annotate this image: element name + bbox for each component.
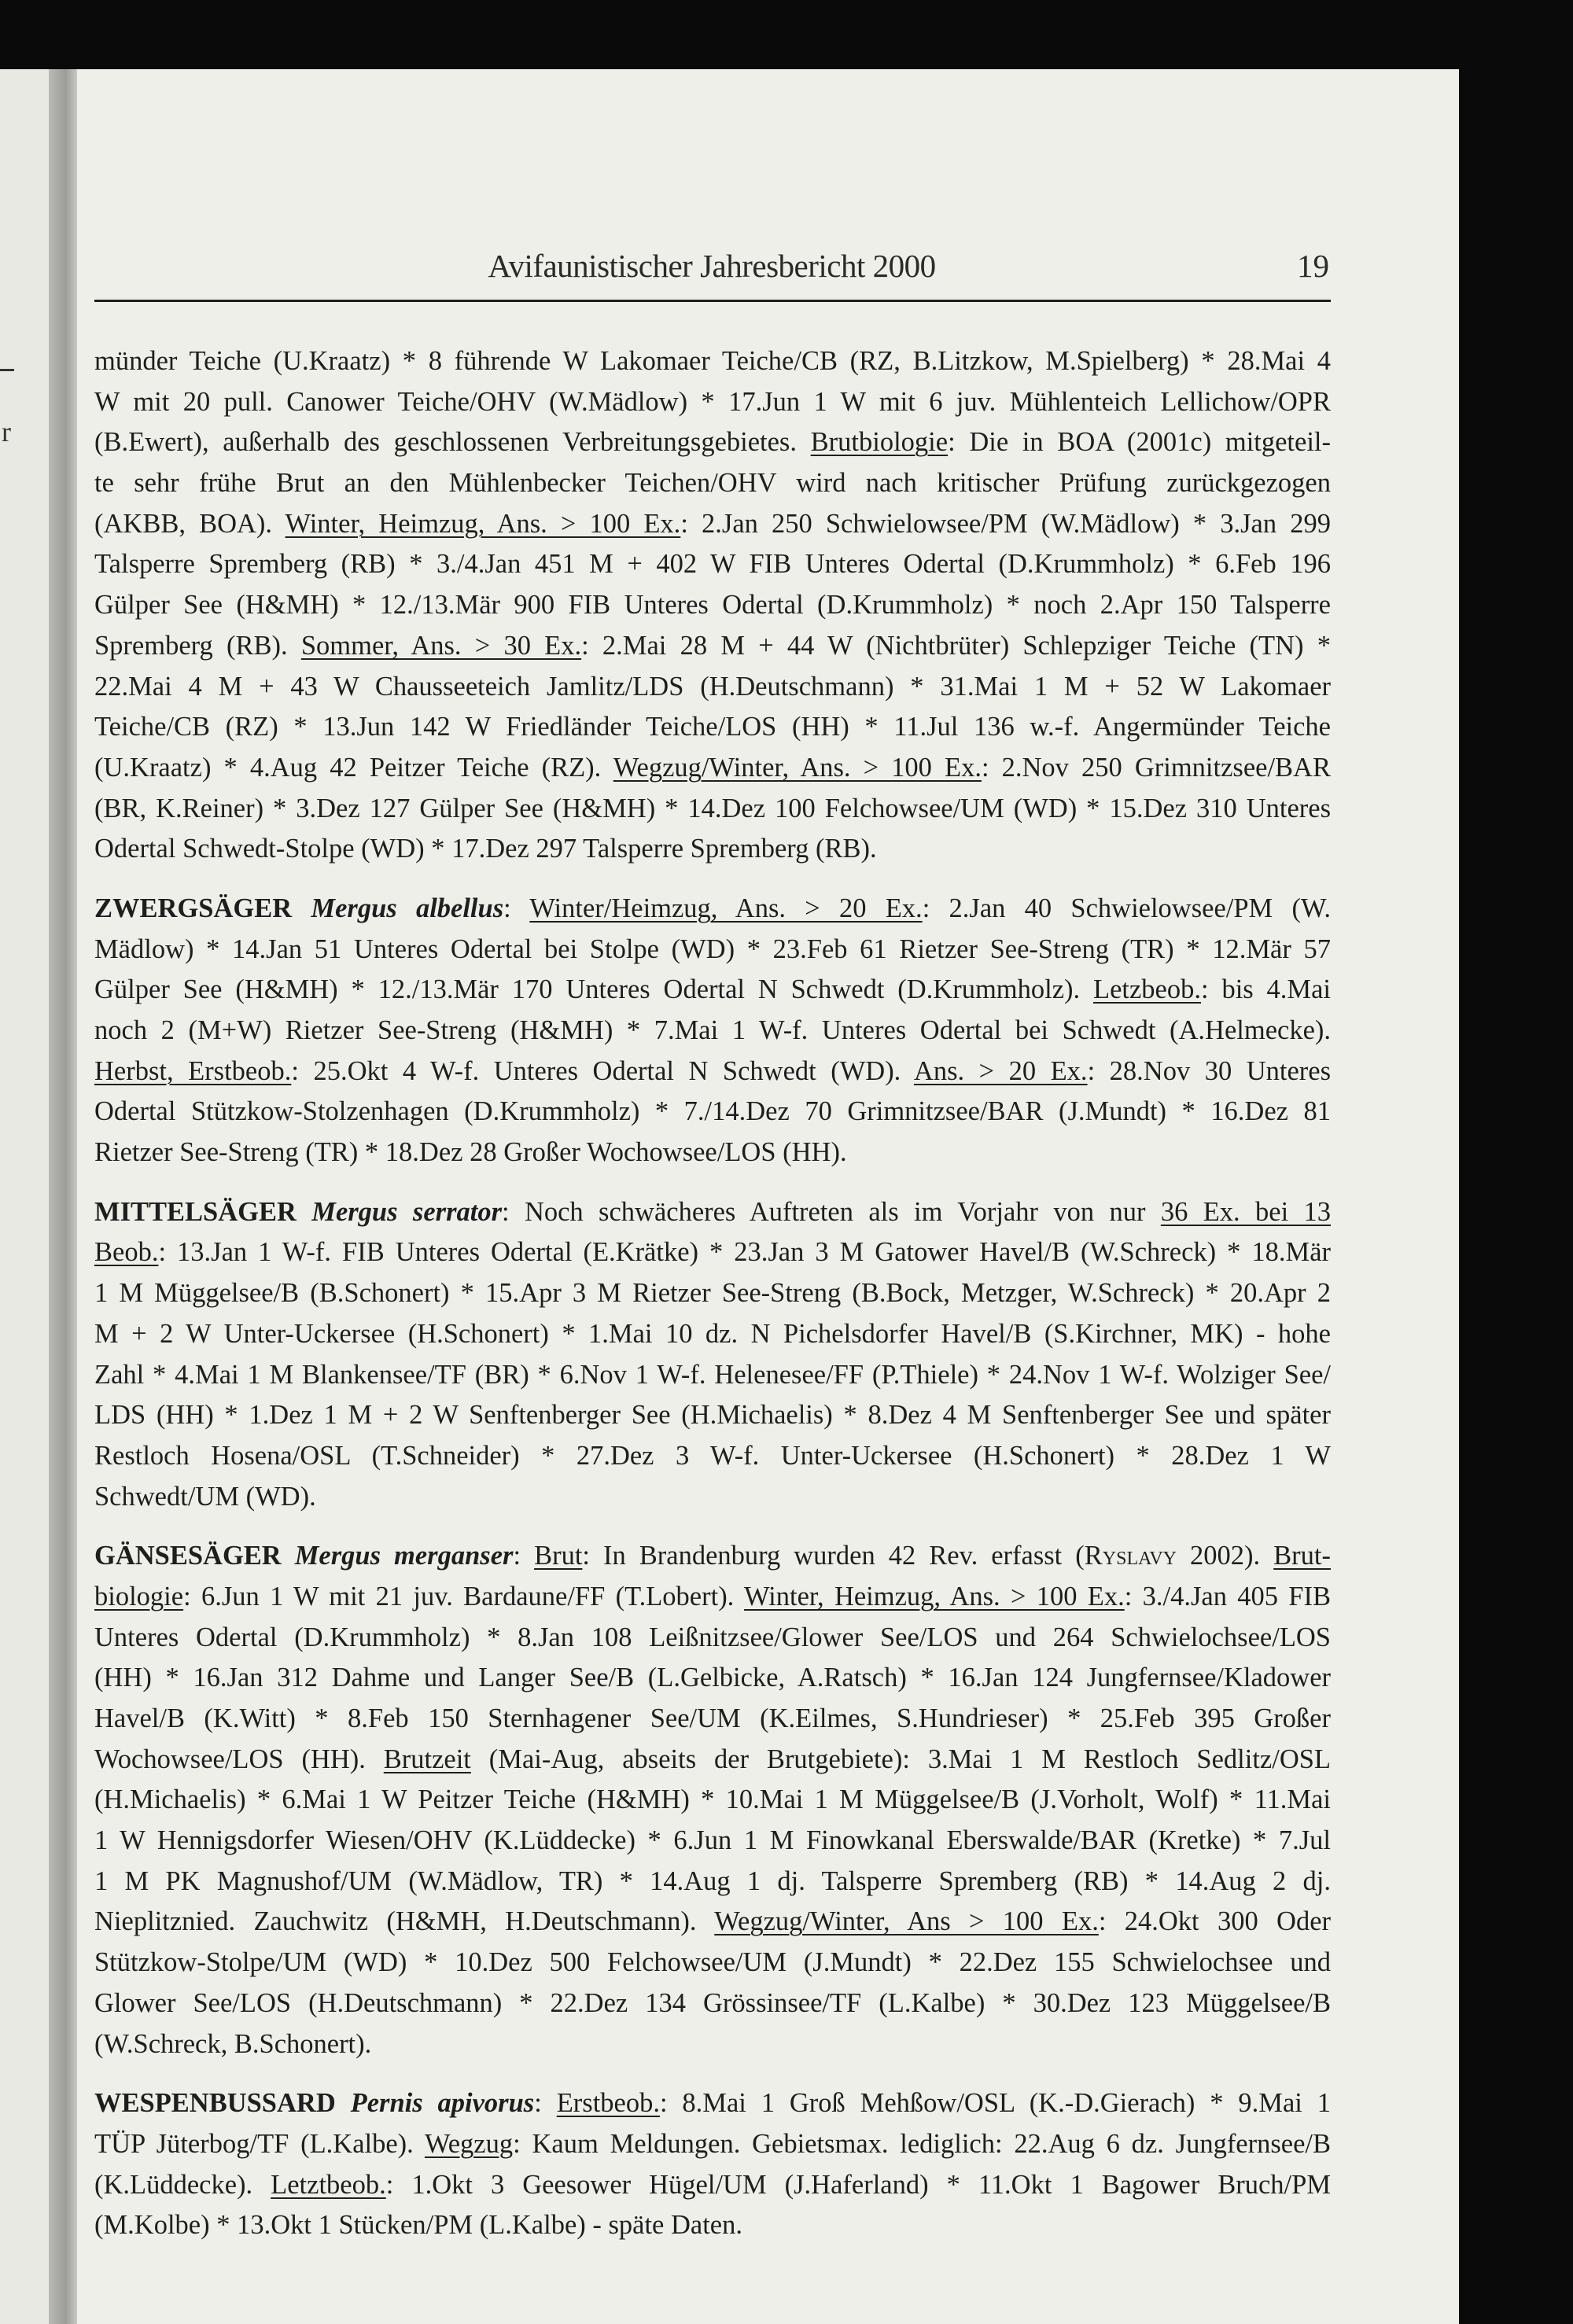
text-run: (U.Kraatz) * 4.Aug 42 Peitzer Teiche (RZ). [94, 752, 613, 783]
text-line [94, 1577, 1331, 1618]
text-run: M + 2 W Unter-Uckersee (H.Schonert) * 1.Mai 10 dz. N Pichelsdorfer Havel/B (S.Kirchner, MK) - hohe [94, 1318, 1331, 1349]
text-run: : [513, 1541, 535, 1571]
text-run: Stützkow-Stolpe/UM (WD) * 10.Dez 500 Felchowsee/UM (J.Mundt) * 22.Dez 155 Schwielochsee und [94, 1947, 1331, 1978]
text-line [94, 1314, 1331, 1355]
text-run: : Noch schwächeres Auftreten als im Vorjahr von nur [502, 1196, 1161, 1227]
text-run: noch 2 (M+W) Rietzer See-Streng (H&MH) * 7.Mai 1 W-f. Unteres Odertal bei Schwedt (A.Helmecke). [94, 1015, 1331, 1045]
underlined-heading: Winter, Heimzug, Ans. > 100 Ex. [744, 1581, 1125, 1611]
text-line [94, 1740, 1331, 1781]
text-line [94, 1618, 1331, 1659]
text-run: Teiche/CB (RZ) * 13.Jun 142 W Friedländer Teiche/LOS (HH) * 11.Jul 136 w.-f. Angermünder Teiche [94, 712, 1331, 742]
author-citation: Ryslavy [1084, 1541, 1177, 1571]
text-run: (H.Michaelis) * 6.Mai 1 W Peitzer Teiche (H&MH) * 10.Mai 1 M Müggelsee/B (J.Vorholt, Wolf) * 11.Mai [94, 1784, 1331, 1815]
underlined-heading: Winter, Heimzug, Ans. > 100 Ex. [285, 508, 681, 539]
text-run: Gülper See (H&MH) * 12./13.Mär 170 Unteres Odertal N Schwedt (D.Krummholz). [94, 974, 1094, 1005]
text-run: 2002). [1177, 1541, 1274, 1571]
text-line [94, 1780, 1331, 1821]
text-run: : 25.Okt 4 W-f. Unteres Odertal N Schwedt (WD). [291, 1055, 914, 1086]
text-line [94, 1536, 1331, 1577]
text-run: LDS (HH) * 1.Dez 1 M + 2 W Senftenberger See (H.Michaelis) * 8.Dez 4 M Senftenberger See und später [94, 1400, 1331, 1431]
underlined-heading: Brut [534, 1541, 583, 1571]
text-line [94, 667, 1331, 708]
text-line [94, 707, 1331, 748]
text-run: : 3./4.Jan 405 FIB [1124, 1581, 1331, 1611]
text-run: Gülper See (H&MH) * 12./13.Mär 900 FIB Unteres Odertal (D.Krummholz) * noch 2.Apr 150 Talsperre [94, 590, 1331, 621]
underlined-heading: biologie [94, 1581, 184, 1611]
text-line [94, 1983, 1331, 2024]
text-run: : bis 4.Mai [1201, 974, 1332, 1005]
book-page [77, 69, 1459, 2324]
scientific-name: Pernis apivorus [350, 2088, 535, 2119]
text-line [94, 1902, 1331, 1943]
text-line [94, 1821, 1331, 1862]
text-line [94, 1052, 1331, 1092]
previous-page-text-fragment: r [2, 416, 11, 447]
running-head-title: Avifaunistischer Jahresbericht 2000 [488, 248, 936, 284]
text-run: (W.Schreck, B.Schonert). [94, 2028, 372, 2059]
text-line [94, 1943, 1331, 1983]
text-run: te sehr frühe Brut an den Mühlenbecker Teichen/OHV wird nach kritischer Prüfung zurückgezogen [94, 468, 1331, 499]
text-line [94, 970, 1331, 1011]
text-run: Odertal Schwedt-Stolpe (WD) * 17.Dez 297 Talsperre Spremberg (RB). [94, 834, 877, 864]
text-run: 22.Mai 4 M + 43 W Chausseeteich Jamlitz/LDS (H.Deutschmann) * 31.Mai 1 M + 52 W Lakomaer [94, 671, 1331, 702]
text-line [94, 2165, 1331, 2206]
scientific-name: Mergus albellus [311, 893, 504, 923]
text-run: : Die in BOA (2001c) mitgeteil- [948, 427, 1331, 458]
text-run: (K.Lüddecke). [94, 2169, 271, 2200]
text-run: Rietzer See-Streng (TR) * 18.Dez 28 Großer Wochowsee/LOS (HH). [94, 1137, 847, 1168]
underlined-heading: Wegzug/Winter, Ans > 100 Ex. [714, 1906, 1099, 1937]
previous-page-rule [0, 369, 14, 371]
text-run: Talsperre Spremberg (RB) * 3./4.Jan 451 M + 402 W FIB Unteres Odertal (D.Krummholz) * 6.Feb 196 [94, 549, 1331, 580]
text-run [282, 1541, 295, 1571]
underlined-heading: Erstbeob. [556, 2088, 660, 2119]
text-line [94, 463, 1331, 504]
text-line [94, 1133, 1331, 1173]
text-line [94, 1355, 1331, 1396]
text-line [94, 2205, 1331, 2246]
text-line [94, 829, 1331, 870]
text-run: : 24.Okt 300 Oder [1098, 1906, 1331, 1937]
text-run: Glower See/LOS (H.Deutschmann) * 22.Dez 134 Grössinsee/TF (L.Kalbe) * 30.Dez 123 Müggelsee/B [94, 1987, 1331, 2018]
text-run: (BR, K.Reiner) * 3.Dez 127 Gülper See (H&MH) * 14.Dez 100 Felchowsee/UM (WD) * 15.Dez 310 Unteres [94, 793, 1331, 823]
text-line [94, 1395, 1331, 1436]
text-run: W mit 20 pull. Canower Teiche/OHV (W.Mädlow) * 17.Jun 1 W mit 6 juv. Mühlenteich Lellichow/OPR [94, 386, 1331, 417]
text-line [94, 341, 1331, 382]
underlined-heading: Letztbeob. [271, 2169, 386, 2200]
text-run [297, 1197, 311, 1227]
text-run: 1 M Müggelsee/B (B.Schonert) * 15.Apr 3 M Rietzer See-Streng (B.Bock, Metzger, W.Schreck) * 20.Apr 2 [94, 1278, 1331, 1309]
text-run: : [503, 893, 530, 923]
text-line [94, 422, 1331, 463]
text-line [94, 544, 1331, 585]
text-run: Odertal Stützkow-Stolzenhagen (D.Krummholz) * 7./14.Dez 70 Grimnitzsee/BAR (J.Mundt) * 16.Dez 81 [94, 1096, 1331, 1127]
text-line [94, 789, 1331, 830]
underlined-heading: 36 Ex. bei 13 [1160, 1196, 1332, 1227]
text-run: Havel/B (K.Witt) * 8.Feb 150 Sternhagener See/UM (K.Eilmes, S.Hundrieser) * 25.Feb 395 Großer [94, 1703, 1331, 1733]
underlined-heading: Herbst, Erstbeob. [94, 1055, 292, 1086]
underlined-heading: Brutbiologie [810, 427, 949, 458]
previous-page-edge [0, 69, 49, 2324]
text-run: Zahl * 4.Mai 1 M Blankensee/TF (BR) * 6.Nov 1 W-f. Helenesee/FF (P.Thiele) * 24.Nov 1 W-f. Wolziger See/ [94, 1359, 1331, 1390]
page-number: 19 [1297, 248, 1329, 284]
underlined-heading: Winter/Heimzug, Ans. > 20 Ex. [529, 893, 923, 923]
text-run: Restloch Hosena/OSL (T.Schneider) * 27.Dez 3 W-f. Unter-Uckersee (H.Schonert) * 28.Dez 1 W [94, 1440, 1331, 1471]
text-line [94, 889, 1331, 930]
text-run: 1 M PK Magnushof/UM (W.Mädlow, TR) * 14.Aug 1 dj. Talsperre Spremberg (RB) * 14.Aug 2 dj. [94, 1865, 1331, 1896]
text-run: (M.Kolbe) * 13.Okt 1 Stücken/PM (L.Kalbe) - späte Daten. [94, 2210, 742, 2241]
text-line [94, 1862, 1331, 1902]
text-line [94, 1699, 1331, 1740]
species-name: MITTELSÄGER [94, 1196, 297, 1227]
text-run: (HH) * 16.Jan 312 Dahme und Langer See/B (L.Gelbicke, A.Ratsch) * 16.Jan 124 Jungfernsee/Kladower [94, 1663, 1331, 1693]
text-line [94, 2083, 1331, 2124]
underlined-heading: Sommer, Ans. > 30 Ex. [300, 630, 582, 661]
underlined-heading: Ans. > 20 Ex. [913, 1055, 1088, 1086]
text-run: : 28.Nov 30 Unteres [1087, 1055, 1331, 1086]
text-line [94, 2024, 1331, 2065]
text-line [94, 1092, 1331, 1133]
text-run: : 2.Mai 28 M + 44 W (Nichtbrüter) Schlepziger Teiche (TN) * [581, 630, 1331, 661]
underlined-heading: Beob. [94, 1237, 159, 1268]
species-paragraph [94, 1536, 1331, 2064]
text-line [94, 2124, 1331, 2165]
species-paragraph [94, 1192, 1331, 1518]
underlined-heading: Brutzeit [383, 1744, 471, 1774]
text-line [94, 382, 1331, 423]
species-name: ZWERGSÄGER [94, 893, 293, 923]
text-line [94, 1477, 1331, 1518]
text-run: : 8.Mai 1 Groß Mehßow/OSL (K.-D.Gierach) * 9.Mai 1 [659, 2088, 1332, 2119]
text-run: : [534, 2088, 557, 2119]
species-paragraph [94, 889, 1331, 1173]
underlined-heading: Brut- [1273, 1541, 1331, 1571]
text-run: Spremberg (RB). [94, 630, 301, 661]
text-run: Nieplitznied. Zauchwitz (H&MH, H.Deutschmann). [94, 1906, 715, 1937]
text-run: 1 W Hennigsdorfer Wiesen/OHV (K.Lüddecke) * 6.Jun 1 M Finowkanal Eberswalde/BAR (Kretke) * 7.Jul [94, 1825, 1331, 1856]
text-run: TÜP Jüterbog/TF (L.Kalbe). [94, 2128, 425, 2159]
text-line [94, 1192, 1331, 1233]
text-line [94, 1658, 1331, 1699]
running-head [94, 247, 1329, 286]
text-line [94, 1436, 1331, 1477]
text-run: Schwedt/UM (WD). [94, 1481, 316, 1512]
header-rule [94, 300, 1331, 302]
text-line [94, 930, 1331, 970]
text-run: Wochowsee/LOS (HH). [94, 1744, 384, 1774]
text-run: : Kaum Meldungen. Gebietsmax. lediglich: 22.Aug 6 dz. Jungfernsee/B [513, 2128, 1332, 2159]
text-line [94, 585, 1331, 626]
body-text [94, 341, 1331, 2246]
scientific-name: Mergus serrator [311, 1196, 503, 1227]
text-line [94, 748, 1331, 789]
text-run [292, 893, 311, 923]
text-run: : 1.Okt 3 Geesower Hügel/UM (J.Haferland) * 11.Okt 1 Bagower Bruch/PM [385, 2169, 1331, 2200]
species-paragraph [94, 341, 1331, 870]
species-paragraph [94, 2083, 1331, 2246]
text-run: (Mai-Aug, abseits der Brutgebiete): 3.Mai 1 M Restloch Sedlitz/OSL [470, 1744, 1331, 1774]
text-run: (B.Ewert), außerhalb des geschlossenen Verbreitungsgebietes. [94, 427, 811, 458]
text-line [94, 1232, 1331, 1273]
text-run: : 13.Jan 1 W-f. FIB Unteres Odertal (E.Krätke) * 23.Jan 3 M Gatower Havel/B (W.Schreck) * 18.Mär [158, 1237, 1331, 1268]
text-run: : 2.Nov 250 Grimnitzsee/BAR [981, 752, 1331, 783]
text-run: : 6.Jun 1 W mit 21 juv. Bardaune/FF (T.Lobert). [183, 1581, 744, 1611]
text-run: Mädlow) * 14.Jan 51 Unteres Odertal bei Stolpe (WD) * 23.Feb 61 Rietzer See-Streng (TR) * 12.Mär 57 [94, 934, 1331, 964]
text-run [336, 2088, 351, 2118]
text-line [94, 504, 1331, 545]
species-name: GÄNSESÄGER [94, 1541, 282, 1571]
underlined-heading: Wegzug/Winter, Ans. > 100 Ex. [613, 752, 982, 783]
text-line [94, 1273, 1331, 1314]
text-line [94, 626, 1331, 667]
text-run: münder Teiche (U.Kraatz) * 8 führende W Lakomaer Teiche/CB (RZ, B.Litzkow, M.Spielberg) * 28.Mai 4 [94, 346, 1331, 376]
text-line [94, 1011, 1331, 1052]
species-name: WESPENBUSSARD [94, 2088, 336, 2119]
text-run: : In Brandenburg wurden 42 Rev. erfasst ( [582, 1541, 1085, 1571]
underlined-heading: Letzbeob. [1093, 974, 1201, 1005]
scientific-name: Mergus merganser [294, 1541, 514, 1571]
text-run: Unteres Odertal (D.Krummholz) * 8.Jan 108 Leißnitzsee/Glower See/LOS und 264 Schwielochsee/LOS [94, 1622, 1331, 1652]
text-run: (AKBB, BOA). [94, 508, 285, 539]
text-run: : 2.Jan 250 Schwielowsee/PM (W.Mädlow) * 3.Jan 299 [680, 508, 1331, 539]
book-gutter [49, 69, 77, 2324]
underlined-heading: Wegzug [424, 2128, 514, 2159]
text-run: : 2.Jan 40 Schwielowsee/PM (W. [922, 893, 1331, 923]
